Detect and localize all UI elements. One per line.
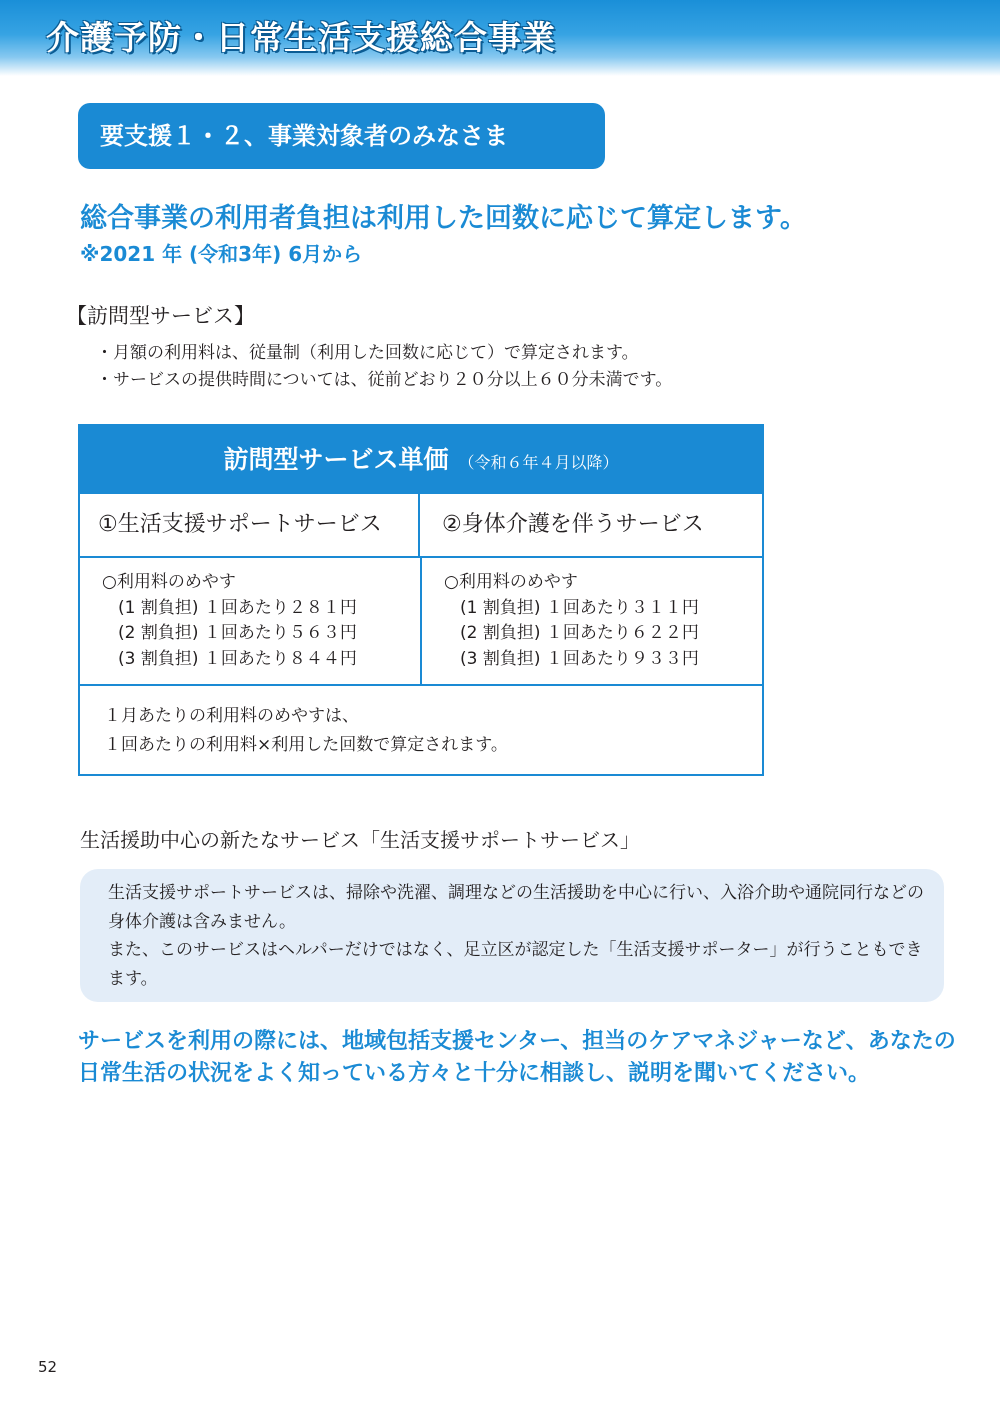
fee-line: (1 割負担) １回あたり３１１円 (460, 597, 699, 618)
support-service-description (80, 869, 944, 1002)
column-heading-physical-care: ②身体介護を伴うサービス (418, 494, 762, 556)
column-heading-life-support: ①生活支援サポートサービス (98, 512, 382, 537)
fees-life-support (80, 558, 420, 684)
note-line: １回あたりの利用料×利用した回数で算定されます。 (104, 735, 508, 755)
fee-line: (3 割負担) １回あたり９３３円 (460, 648, 699, 669)
description-paragraph: 生活支援サポートサービスは、掃除や洗濯、調理などの生活援助を中心に行い、入浴介助や通院同行などの身体介護は含みません。 (108, 883, 924, 932)
fee-label: ○利用料のめやす (102, 572, 236, 592)
target-audience-label: 要支援１・２、事業対象者のみなさま (78, 103, 605, 169)
price-table-period: （令和６年４月以降） (458, 453, 619, 472)
visit-service-bullets (96, 340, 672, 394)
description-paragraph: また、このサービスはヘルパーだけではなく、足立区が認定した「生活支援サポーター」が行うこともできます。 (108, 940, 923, 989)
lead-statement: 総合事業の利用者負担は利用した回数に応じて算定します。 (80, 203, 807, 234)
price-table-header (80, 426, 762, 494)
page-title: 介護予防・日常生活支援総合事業 (46, 18, 556, 57)
price-table-note (80, 686, 762, 760)
closing-advice: サービスを利用の際には、地域包括支援センター、担当のケアマネジャーなど、あなたの日常生活の状況をよく知っている方々と十分に相談し、説明を聞いてください。 (78, 1029, 956, 1086)
fee-line: (1 割負担) １回あたり２８１円 (118, 597, 357, 618)
lead-effective-date: ※2021 年 (令和3年) 6月から (80, 242, 363, 266)
fee-line: (3 割負担) １回あたり８４４円 (118, 648, 357, 669)
fee-line: (2 割負担) １回あたり６２２円 (460, 623, 699, 643)
bullet-item: ・月額の利用料は、従量制（利用した回数に応じて）で算定されます。 (96, 343, 639, 363)
note-line: １月あたりの利用料のめやすは、 (104, 706, 359, 726)
bullet-item: ・サービスの提供時間については、従前どおり２０分以上６０分未満です。 (96, 370, 673, 390)
visit-service-heading: 【訪問型サービス】 (66, 304, 255, 328)
price-table-fees (80, 558, 762, 686)
support-service-heading: 生活援助中心の新たなサービス「生活支援サポートサービス」 (80, 828, 640, 852)
fees-physical-care (420, 558, 762, 684)
page-number: 52 (38, 1358, 58, 1376)
fee-line: (2 割負担) １回あたり５６３円 (118, 623, 357, 643)
price-table (78, 424, 764, 776)
fee-label: ○利用料のめやす (444, 572, 578, 592)
price-table-title: 訪問型サービス単価 (223, 445, 449, 474)
price-table-column-headings (80, 494, 762, 558)
